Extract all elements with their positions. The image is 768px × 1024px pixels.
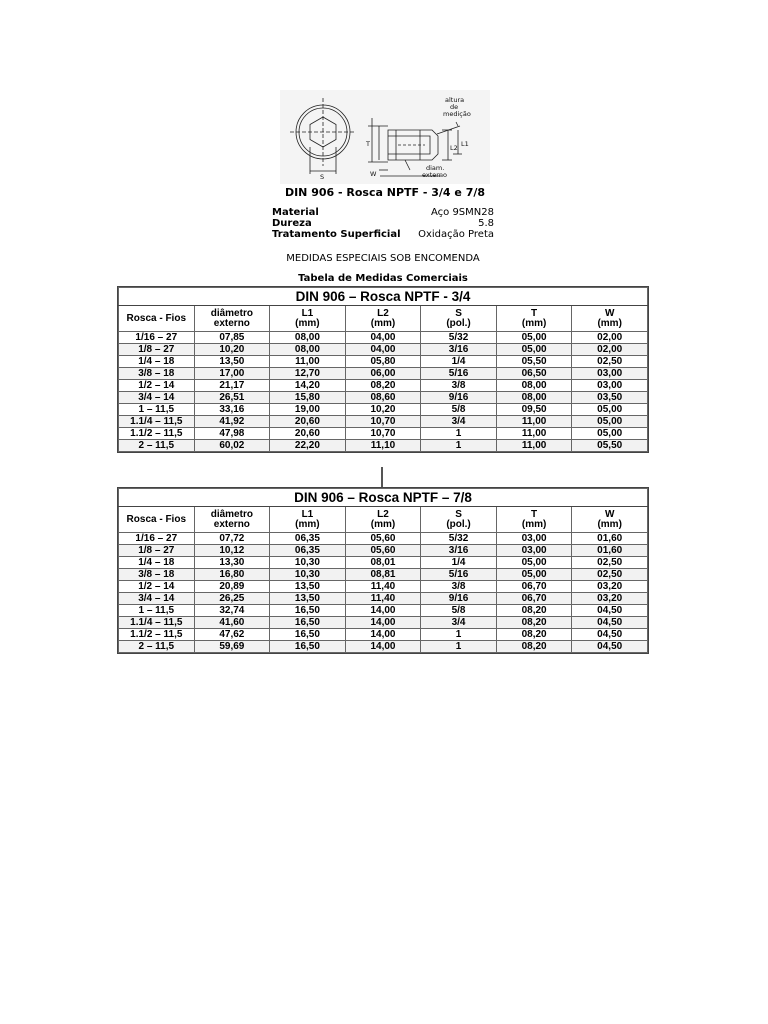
table-cell: 5/8 — [421, 404, 497, 416]
column-header-line: L2 — [377, 307, 389, 319]
table-cell: 9/16 — [421, 392, 497, 404]
table-cell: 5/16 — [421, 368, 497, 380]
table-cell: 1.1/4 – 11,5 — [119, 617, 195, 629]
table-cell: 11,00 — [270, 356, 346, 368]
table-cell: 03,00 — [572, 380, 648, 392]
table-cell: 13,30 — [194, 557, 270, 569]
table-cell: 3/4 — [421, 416, 497, 428]
column-header — [270, 306, 346, 332]
table-cell: 3/8 – 18 — [119, 368, 195, 380]
table-cell: 1/2 – 14 — [119, 380, 195, 392]
table-cell: 02,00 — [572, 332, 648, 344]
table-body — [119, 332, 648, 452]
table-row — [119, 380, 648, 392]
table-row — [119, 569, 648, 581]
table-cell: 08,20 — [496, 605, 572, 617]
table-cell: 06,35 — [270, 533, 346, 545]
table-cell: 14,00 — [345, 617, 421, 629]
table-cell: 1 — [421, 440, 497, 452]
column-header-line: (pol.) — [446, 518, 471, 530]
property-row — [272, 229, 494, 240]
measurement-table-3-4 — [117, 286, 649, 453]
table-cell: 10,70 — [345, 428, 421, 440]
table-cell: 5/16 — [421, 569, 497, 581]
table-cell: 08,01 — [345, 557, 421, 569]
column-header-line: W — [604, 508, 615, 520]
table-cell: 05,50 — [496, 356, 572, 368]
table-cell: 21,17 — [194, 380, 270, 392]
column-header-line: (mm) — [370, 317, 396, 329]
table-cell: 10,70 — [345, 416, 421, 428]
table-cell: 3/16 — [421, 545, 497, 557]
header-row — [119, 507, 648, 533]
table-title: DIN 906 – Rosca NPTF - 3/4 — [119, 288, 648, 306]
table-row — [119, 629, 648, 641]
property-row — [272, 218, 494, 229]
column-header — [345, 306, 421, 332]
table-row — [119, 404, 648, 416]
table-cell: 08,00 — [496, 392, 572, 404]
table-cell: 05,00 — [572, 404, 648, 416]
table-cell: 16,50 — [270, 629, 346, 641]
column-header-line: Rosca - Fios — [126, 312, 187, 324]
table-cell: 33,16 — [194, 404, 270, 416]
table-cell: 5/8 — [421, 605, 497, 617]
table-cell: 3/4 – 14 — [119, 392, 195, 404]
column-header — [421, 507, 497, 533]
table-cell: 47,98 — [194, 428, 270, 440]
label-l2: L2 — [450, 144, 458, 152]
column-header-line: (pol.) — [446, 317, 471, 329]
table-row — [119, 557, 648, 569]
table-cell: 08,00 — [270, 344, 346, 356]
table-cell: 02,00 — [572, 344, 648, 356]
table-cell: 1/4 — [421, 557, 497, 569]
table-cell: 1.1/2 – 11,5 — [119, 428, 195, 440]
column-header — [572, 306, 648, 332]
table-title: DIN 906 – Rosca NPTF – 7/8 — [119, 489, 648, 507]
table-row — [119, 533, 648, 545]
table-cell: 1.1/2 – 11,5 — [119, 629, 195, 641]
table-cell: 16,50 — [270, 641, 346, 653]
table-cell: 11,40 — [345, 581, 421, 593]
table-cell: 13,50 — [270, 593, 346, 605]
special-order-notice: MEDIDAS ESPECIAIS SOB ENCOMENDA — [286, 253, 480, 264]
column-header-line: T — [531, 307, 538, 319]
table-cell: 05,00 — [496, 557, 572, 569]
table-row — [119, 356, 648, 368]
table-cell: 04,50 — [572, 605, 648, 617]
table-cell: 02,50 — [572, 557, 648, 569]
column-header-line: (mm) — [521, 518, 547, 530]
column-header-line: L1 — [301, 307, 314, 319]
column-header — [194, 507, 270, 533]
label-altura-1: altura — [445, 96, 465, 104]
table-cell: 41,60 — [194, 617, 270, 629]
table-cell: 32,74 — [194, 605, 270, 617]
measurement-table-7-8 — [117, 487, 649, 654]
table-row — [119, 545, 648, 557]
table-cell: 01,60 — [572, 545, 648, 557]
table-cell: 1 — [421, 641, 497, 653]
table-row — [119, 392, 648, 404]
table-cell: 14,20 — [270, 380, 346, 392]
table-cell: 10,12 — [194, 545, 270, 557]
label-altura-3: medição — [443, 110, 471, 118]
table-cell: 1 — [421, 629, 497, 641]
column-header-line: Rosca - Fios — [126, 513, 187, 525]
table-cell: 08,60 — [345, 392, 421, 404]
table-cell: 1/8 – 27 — [119, 344, 195, 356]
table-row — [119, 440, 648, 452]
table-cell: 10,30 — [270, 569, 346, 581]
table-cell: 11,10 — [345, 440, 421, 452]
table-cell: 60,02 — [194, 440, 270, 452]
column-header — [421, 306, 497, 332]
plug-technical-drawing — [280, 90, 490, 184]
property-value: Aço 9SMN28 — [430, 207, 494, 218]
label-diam-2: externo — [422, 171, 447, 179]
table-cell: 08,20 — [496, 641, 572, 653]
property-key: Dureza — [272, 218, 312, 229]
table-cell: 20,60 — [270, 428, 346, 440]
table-row — [119, 332, 648, 344]
header-row — [119, 306, 648, 332]
table-cell: 10,30 — [270, 557, 346, 569]
table-cell: 41,92 — [194, 416, 270, 428]
table-cell: 1/2 – 14 — [119, 581, 195, 593]
column-header — [572, 507, 648, 533]
table-row — [119, 581, 648, 593]
table-cell: 08,20 — [496, 629, 572, 641]
table-row — [119, 416, 648, 428]
table-row — [119, 605, 648, 617]
table-cell: 14,00 — [345, 605, 421, 617]
table-cell: 10,20 — [194, 344, 270, 356]
column-header-line: S — [455, 307, 462, 319]
table-connector — [381, 467, 383, 488]
table-cell: 59,69 — [194, 641, 270, 653]
column-header-line: W — [604, 307, 615, 319]
table-row — [119, 428, 648, 440]
table-cell: 06,50 — [496, 368, 572, 380]
property-row — [272, 207, 494, 218]
table-cell: 16,80 — [194, 569, 270, 581]
property-value: Oxidação Preta — [418, 229, 494, 240]
table-cell: 10,20 — [345, 404, 421, 416]
column-header — [270, 507, 346, 533]
table-cell: 1 – 11,5 — [119, 404, 195, 416]
label-w: W — [370, 170, 377, 178]
column-header-line: (mm) — [597, 317, 622, 329]
table-cell: 11,00 — [496, 416, 572, 428]
table-cell: 08,20 — [496, 617, 572, 629]
table-cell: 1/8 – 27 — [119, 545, 195, 557]
table-cell: 06,70 — [496, 581, 572, 593]
table-cell: 11,40 — [345, 593, 421, 605]
table-cell: 3/16 — [421, 344, 497, 356]
table-cell: 08,20 — [345, 380, 421, 392]
table-cell: 01,60 — [572, 533, 648, 545]
table-cell: 04,00 — [345, 344, 421, 356]
column-header — [345, 507, 421, 533]
table-cell: 3/8 — [421, 581, 497, 593]
table-cell: 03,20 — [572, 593, 648, 605]
label-t: T — [366, 140, 370, 148]
table-cell: 05,80 — [345, 356, 421, 368]
table-cell: 1/4 – 18 — [119, 557, 195, 569]
table-cell: 03,20 — [572, 581, 648, 593]
table-cell: 26,25 — [194, 593, 270, 605]
table-cell: 13,50 — [270, 581, 346, 593]
label-l1: L1 — [461, 140, 469, 148]
table-body — [119, 533, 648, 653]
table-cell: 04,50 — [572, 629, 648, 641]
table-cell: 1/16 – 27 — [119, 533, 195, 545]
column-header-line: diâmetro — [210, 307, 253, 319]
table-cell: 05,60 — [345, 533, 421, 545]
table-cell: 5/32 — [421, 533, 497, 545]
table-cell: 05,00 — [572, 416, 648, 428]
table-cell: 1 – 11,5 — [119, 605, 195, 617]
table-caption: Tabela de Medidas Comerciais — [298, 273, 468, 284]
column-header-line: (mm) — [521, 317, 547, 329]
table-cell: 03,00 — [572, 368, 648, 380]
table-cell: 2 – 11,5 — [119, 641, 195, 653]
spec-title: DIN 906 - Rosca NPTF - 3/4 e 7/8 — [284, 186, 486, 199]
table-cell: 04,50 — [572, 641, 648, 653]
table-cell: 3/4 — [421, 617, 497, 629]
table-cell: 1/16 – 27 — [119, 332, 195, 344]
table-cell: 02,50 — [572, 356, 648, 368]
table-cell: 06,35 — [270, 545, 346, 557]
table-cell: 16,50 — [270, 617, 346, 629]
label-s: S — [320, 173, 325, 181]
table-cell: 16,50 — [270, 605, 346, 617]
table-row — [119, 641, 648, 653]
label-altura-2: de — [450, 103, 459, 111]
table-cell: 1/4 – 18 — [119, 356, 195, 368]
table-cell: 17,00 — [194, 368, 270, 380]
table-cell: 05,00 — [496, 344, 572, 356]
table-cell: 47,62 — [194, 629, 270, 641]
table-cell: 04,00 — [345, 332, 421, 344]
table-cell: 5/32 — [421, 332, 497, 344]
table-cell: 06,70 — [496, 593, 572, 605]
table-cell: 14,00 — [345, 641, 421, 653]
table-cell: 08,00 — [270, 332, 346, 344]
table-cell: 3/8 – 18 — [119, 569, 195, 581]
table-cell: 14,00 — [345, 629, 421, 641]
table-cell: 19,00 — [270, 404, 346, 416]
table-cell: 26,51 — [194, 392, 270, 404]
table-cell: 05,00 — [572, 428, 648, 440]
table-cell: 11,00 — [496, 428, 572, 440]
table-cell: 12,70 — [270, 368, 346, 380]
table-cell: 05,00 — [496, 569, 572, 581]
property-key: Tratamento Superficial — [272, 229, 401, 240]
column-header-line: S — [455, 508, 462, 520]
column-header — [496, 306, 572, 332]
table-cell: 07,72 — [194, 533, 270, 545]
table-row — [119, 344, 648, 356]
table-cell: 15,80 — [270, 392, 346, 404]
table-cell: 08,00 — [496, 380, 572, 392]
table-cell: 2 – 11,5 — [119, 440, 195, 452]
table-cell: 07,85 — [194, 332, 270, 344]
table-cell: 05,60 — [345, 545, 421, 557]
column-header-line: (mm) — [370, 518, 396, 530]
table-row — [119, 593, 648, 605]
table-cell: 13,50 — [194, 356, 270, 368]
table-cell: 1 — [421, 428, 497, 440]
table-cell: 9/16 — [421, 593, 497, 605]
table-cell: 03,00 — [496, 545, 572, 557]
table-cell: 04,50 — [572, 617, 648, 629]
label-diam-1: diam. — [426, 164, 445, 172]
column-header-line: externo — [213, 518, 250, 530]
property-key: Material — [272, 207, 319, 218]
column-header-line: diâmetro — [210, 508, 253, 520]
table-cell: 05,00 — [496, 332, 572, 344]
table-cell: 1.1/4 – 11,5 — [119, 416, 195, 428]
table-cell: 03,50 — [572, 392, 648, 404]
column-header — [119, 306, 195, 332]
column-header-line: L2 — [377, 508, 389, 520]
table-cell: 11,00 — [496, 440, 572, 452]
column-header-line: externo — [213, 317, 250, 329]
table-cell: 08,81 — [345, 569, 421, 581]
table-cell: 20,60 — [270, 416, 346, 428]
column-header-line: (mm) — [295, 317, 320, 329]
table-cell: 03,00 — [496, 533, 572, 545]
column-header-line: (mm) — [295, 518, 320, 530]
column-header-line: (mm) — [597, 518, 622, 530]
table-cell: 1/4 — [421, 356, 497, 368]
table-cell: 22,20 — [270, 440, 346, 452]
table-cell: 3/8 — [421, 380, 497, 392]
table-cell: 20,89 — [194, 581, 270, 593]
table-row — [119, 617, 648, 629]
column-header-line: T — [531, 508, 538, 520]
table-cell: 09,50 — [496, 404, 572, 416]
table-cell: 3/4 – 14 — [119, 593, 195, 605]
column-header — [119, 507, 195, 533]
column-header-line: L1 — [301, 508, 314, 520]
column-header — [496, 507, 572, 533]
column-header — [194, 306, 270, 332]
table-cell: 02,50 — [572, 569, 648, 581]
property-value: 5.8 — [478, 218, 494, 229]
properties-list — [272, 207, 494, 240]
table-cell: 06,00 — [345, 368, 421, 380]
table-row — [119, 368, 648, 380]
table-cell: 05,50 — [572, 440, 648, 452]
